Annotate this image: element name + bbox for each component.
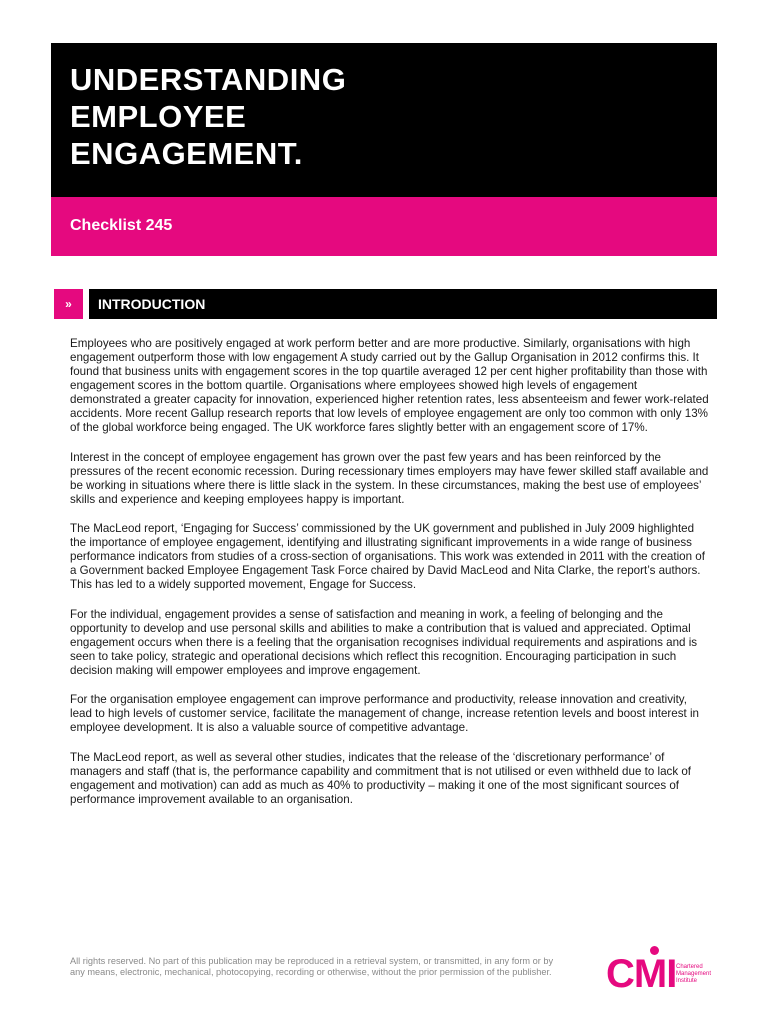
subtitle-block	[51, 197, 717, 256]
checklist-number: Checklist 245	[70, 217, 173, 234]
logo-sub-line-3: Institute	[676, 978, 698, 984]
paragraph-1: Employees who are positively engaged at work perform better and are more productive. Similarly, organisations with high engagement outperform those with low engagement A study carried out by the Gallup Organisation in 2012 confirms this. It found that business units with engagement scores in the top quartile averaged 12 per cent higher profitability than those with engagement scores in the bottom quartile. Organisations where employees showed high levels of engagement demonstrated a greater capacity for innovation, experienced higher retention rates, less absenteeism and fewer work-related accidents. More recent Gallup research reports that low levels of employee engagement are only too common with only 13% of the global workforce being engaged. The UK workforce fares slightly better with an engagement score of 17%.	[70, 337, 709, 434]
paragraph-4: For the individual, engagement provides a sense of satisfaction and meaning in work, a feeling of belonging and the opportunity to develop and use personal skills and abilities to make a contribution that is valued and appreciated. Optimal engagement occurs when there is a feeling that the organisation recognises individual requirements and aspirations and is seen to take policy, strategic and operational decisions which reflect this recognition. Encouraging participation in such decision making will empower employees and improve engagement.	[70, 607, 698, 677]
section-bar	[89, 289, 717, 319]
document-title-line-2: EMPLOYEE	[70, 99, 247, 134]
paragraph-6: The MacLeod report, as well as several other studies, indicates that the release of the ‘discretionary performance’ of managers and staff (that is, the performance capability and commitment that is not utilised or even withheld due to lack of engagement and motivation) can add as much as 40% to productivity – making it one of the most significant sources of performance improvement available to an organisation.	[70, 750, 692, 806]
logo-sub-line-1: Chartered	[676, 964, 703, 970]
title-block	[51, 43, 717, 197]
section-header-introduction	[54, 289, 717, 319]
logo-subtitle	[676, 964, 726, 985]
document-title-line-3: ENGAGEMENT.	[70, 136, 303, 171]
copyright-notice: All rights reserved. No part of this publication may be reproduced in a retrieval system, or transmitted, in any form or by any means, electronic, mechanical, photocopying, recording or otherwise, without the prior permission of the publisher.	[70, 956, 554, 977]
logo-letters: CMI	[606, 952, 677, 996]
document-title-line-1: UNDERSTANDING	[70, 62, 347, 97]
section-title: INTRODUCTION	[98, 296, 206, 312]
chevron-right-icon: »	[54, 289, 83, 319]
body-text	[70, 337, 710, 822]
logo-sub-line-2: Management	[676, 971, 712, 977]
cmi-logo	[606, 946, 726, 996]
paragraph-3: The MacLeod report, ‘Engaging for Success’ commissioned by the UK government and published in July 2009 highlighted the importance of employee engagement, identifying and illustrating significant improvements in a wide range of business performance indicators from studies of a cross-section of organisations. This work was extended in 2011 with the creation of a Government backed Employee Engagement Task Force chaired by David MacLeod and Nita Clarke, the report’s authors. This has led to a widely supported movement, Engage for Success.	[70, 522, 705, 591]
paragraph-2: Interest in the concept of employee engagement has grown over the past few years and has been reinforced by the pressures of the recent economic recession. During recessionary times employers may have fewer skilled staff available and be working in situations where there is little slack in the system. In these circumstances, making the best use of employees’ skills and experience and keeping employees happy is important.	[70, 450, 709, 506]
paragraph-5: For the organisation employee engagement can improve performance and productivity, release innovation and creativity, lead to high levels of customer service, facilitate the management of change, increase retention levels and boost interest in employee development. It is also a valuable source of competitive advantage.	[70, 693, 699, 734]
